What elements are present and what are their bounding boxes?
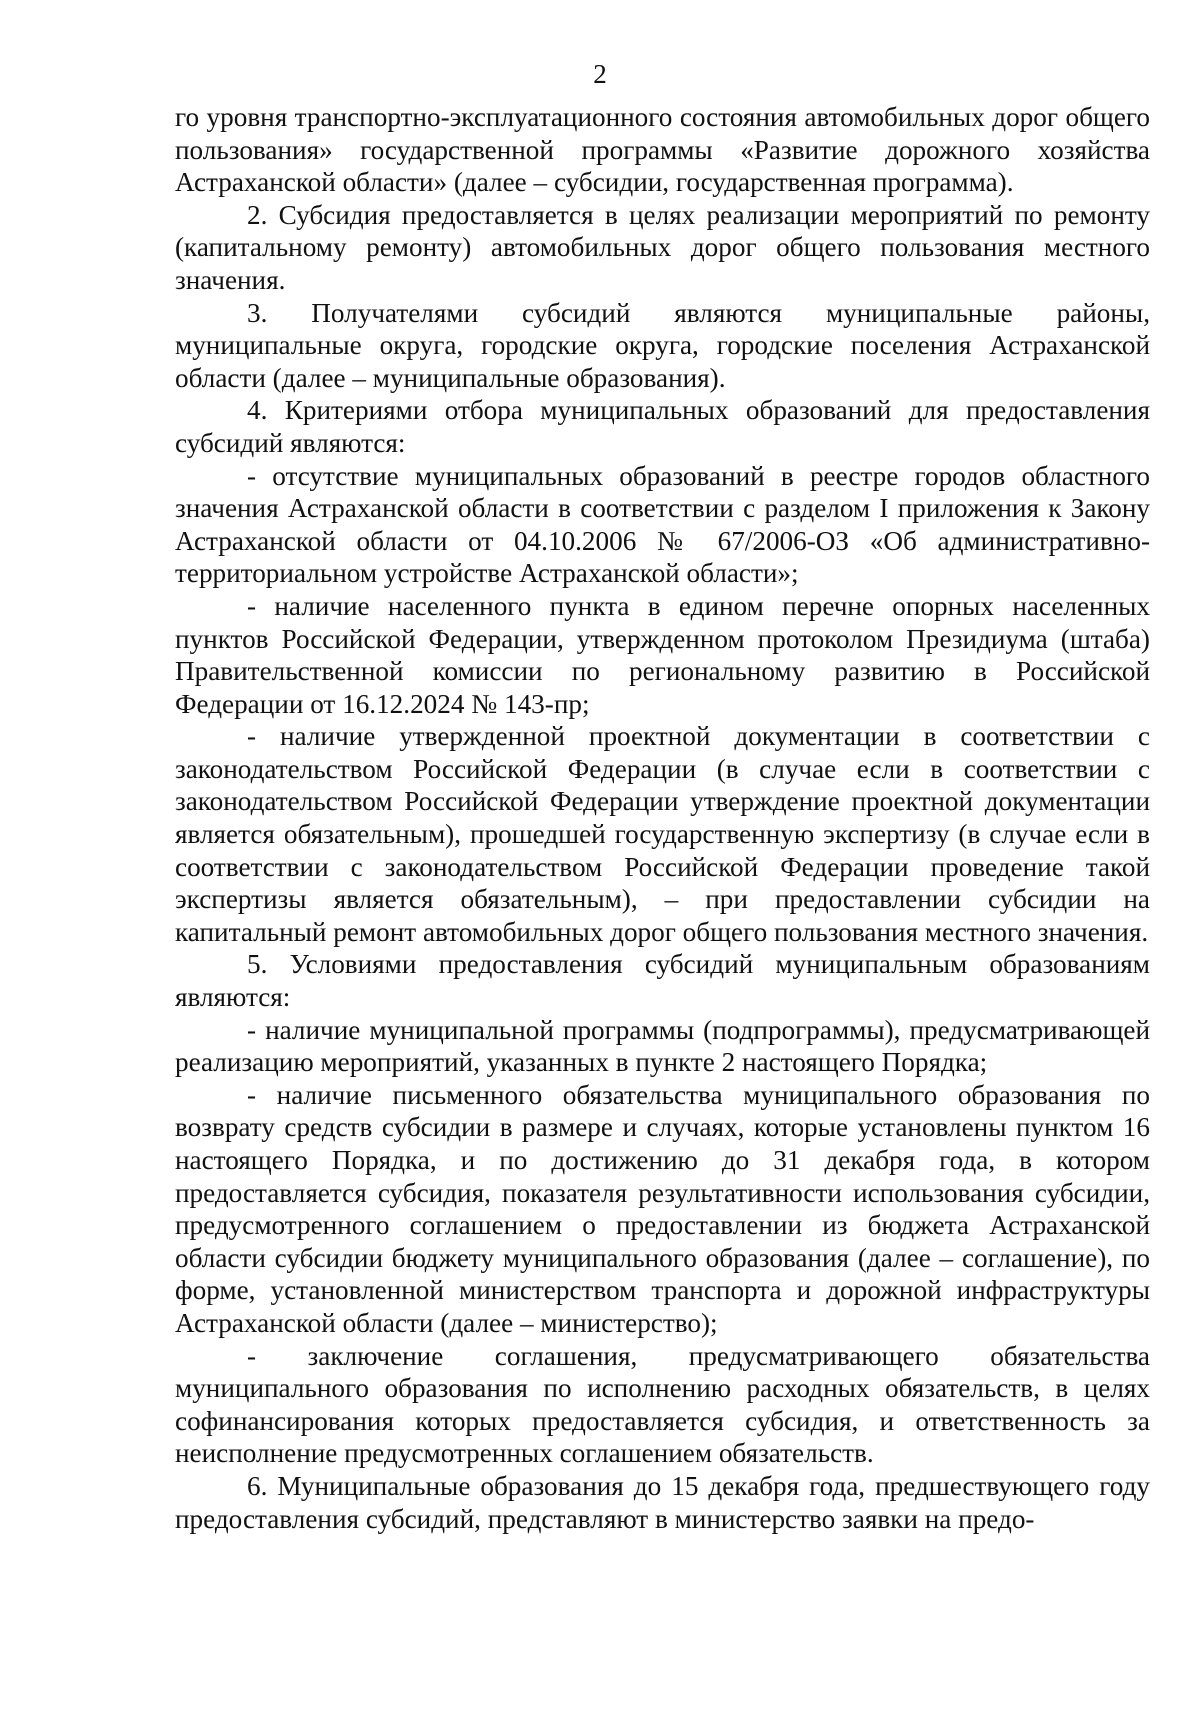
paragraph-item-5: 5. Условиями предоставления субсидий муниципальным образованиям являются: (175, 949, 1150, 1013)
criteria-bullet-2: - наличие населенного пункта в едином перечне опорных населенных пунктов Российской Федерации, утвержденном протоколом Президиума (штаба) Правительственной комиссии по региональному развитию в Российской Федерации от 16.12.2024 № 143-пр; (175, 590, 1150, 719)
conditions-bullet-2: - наличие письменного обязательства муниципального образования по возврату средств субсидии в размере и случаях, которые установлены пунктом 16 настоящего Порядка, и по достижению до 31 декабря года, в котором предоставляется субсидия, показателя результативности использования субсидии, предусмотренного соглашением о предоставлении из бюджета Астраханской области субсидии бюджету муниципального образования (далее – соглашение), по форме, установленной министерством транспорта и дорожной инфраструктуры Астраханской области (далее – министерство); (175, 1079, 1150, 1338)
criteria-bullet-3: - наличие утвержденной проектной документации в соответствии с законодательством Российской Федерации (в случае если в соответствии с законодательством Российской Федерации утверждение проектной документации является обязательным), прошедшей государственную экспертизу (в случае если в соответствии с законодательством Российской Федерации проведение такой экспертизы является обязательным), – при предоставлении субсидии на капитальный ремонт автомобильных дорог общего пользования местного значения. (175, 721, 1150, 947)
paragraph-item-2: 2. Субсидия предоставляется в целях реализации мероприятий по ремонту (капитальному ремонту) автомобильных дорог общего пользования местного значения. (175, 199, 1150, 295)
document-body (175, 101, 1150, 1535)
conditions-bullet-3: - заключение соглашения, предусматривающего обязательства муниципального образования по исполнению расходных обязательств, в целях софинансирования которых предоставляется субсидия, и ответственность за неисполнение предусмотренных соглашением обязательств. (175, 1340, 1150, 1469)
paragraph-continuation: го уровня транспортно-эксплуатационного состояния автомобильных дорог общего пользования» государственной программы «Развитие дорожного хозяйства Астраханской области» (далее – субсидии, государственная программа). (175, 102, 1150, 198)
paragraph-item-6: 6. Муниципальные образования до 15 декабря года, предшествующего году предоставления субсидий, представляют в министерство заявки на предо- (175, 1470, 1150, 1534)
criteria-bullet-1: - отсутствие муниципальных образований в реестре городов областного значения Астраханской области в соответствии с разделом I приложения к Закону Астраханской области от 04.10.2006 № 67/2006-ОЗ «Об административно-территориальном устройстве Астраханской области»; (175, 460, 1150, 589)
paragraph-item-3: 3. Получателями субсидий являются муниципальные районы, муниципальные округа, городские округа, городские поселения Астраханской области (далее – муниципальные образования). (175, 297, 1150, 393)
conditions-bullet-1: - наличие муниципальной программы (подпрограммы), предусматривающей реализацию мероприятий, указанных в пункте 2 настоящего Порядка; (175, 1014, 1150, 1078)
page-number: 2 (593, 59, 607, 89)
paragraph-item-4: 4. Критериями отбора муниципальных образований для предоставления субсидий являются: (175, 395, 1150, 458)
